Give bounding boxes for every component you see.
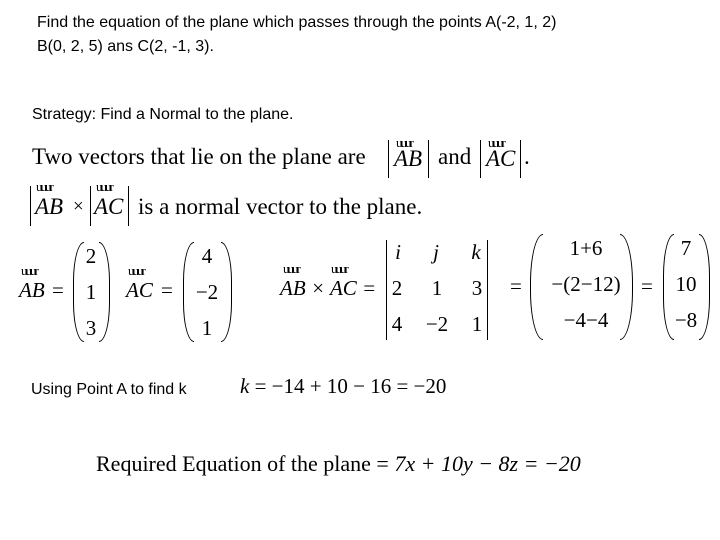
vector-arrow: uuur bbox=[128, 263, 144, 278]
normal-component: −8 bbox=[674, 308, 698, 332]
vector-ab-label: AB bbox=[394, 146, 423, 171]
abs-bar bbox=[388, 140, 389, 178]
ac-component: 1 bbox=[201, 316, 213, 340]
abs-bar bbox=[30, 186, 31, 226]
vector-arrow: uuur bbox=[331, 261, 347, 276]
ab-component: 2 bbox=[85, 244, 97, 268]
vectors-prefix: Two vectors that lie on the plane are bbox=[32, 144, 366, 169]
final-equation bbox=[96, 451, 581, 477]
right-paren bbox=[221, 242, 232, 342]
problem-line-2: B(0, 2, 5) ans C(2, -1, 3). bbox=[37, 38, 214, 55]
ac-equals: = bbox=[161, 278, 173, 302]
ab-vector-label: AB bbox=[19, 278, 45, 302]
det-bar bbox=[386, 240, 387, 340]
final-equation-body: 7x + 10y − 8z = −20 bbox=[394, 451, 581, 476]
vector-arrow: uuur bbox=[96, 179, 112, 194]
abs-bar bbox=[90, 186, 91, 226]
det-bar bbox=[487, 240, 488, 340]
abs-bar bbox=[128, 186, 129, 226]
det-cell: 1 bbox=[431, 276, 443, 300]
expanded-component: −(2−12) bbox=[551, 272, 621, 296]
det-cell: −2 bbox=[425, 312, 449, 336]
det-cell: 1 bbox=[471, 312, 483, 336]
normal-ac-label: AC bbox=[94, 194, 124, 219]
k-equation bbox=[240, 374, 446, 399]
vectors-sentence bbox=[32, 144, 366, 170]
abs-bar bbox=[520, 140, 521, 178]
vector-arrow: uuur bbox=[283, 261, 299, 276]
vector-ac-label: AC bbox=[486, 146, 516, 171]
expanded-component: 1+6 bbox=[569, 236, 603, 260]
normal-component: 10 bbox=[675, 272, 697, 296]
ac-component: −2 bbox=[195, 280, 219, 304]
cross-symbol: × bbox=[73, 196, 84, 217]
k-rest: = −14 + 10 − 16 = −20 bbox=[254, 374, 447, 398]
expanded-component: −4−4 bbox=[563, 308, 609, 332]
equals-2: = bbox=[641, 274, 653, 298]
point-a-text bbox=[31, 381, 187, 399]
vector-arrow: uuur bbox=[396, 135, 412, 150]
det-header-k: k bbox=[471, 240, 481, 264]
point-a-label: Using Point A to find k bbox=[31, 381, 187, 398]
normal-component: 7 bbox=[680, 236, 692, 260]
equals-1: = bbox=[510, 274, 522, 298]
k-symbol: k bbox=[240, 374, 250, 398]
normal-ab-label: AB bbox=[35, 194, 64, 219]
ab-component: 3 bbox=[85, 316, 97, 340]
det-header-i: i bbox=[395, 240, 401, 264]
strategy-text: Strategy: Find a Normal to the plane. bbox=[32, 106, 294, 123]
ac-component: 4 bbox=[201, 244, 213, 268]
det-cell: 3 bbox=[471, 276, 483, 300]
ab-component: 1 bbox=[85, 280, 97, 304]
and-text: and bbox=[438, 144, 472, 169]
ac-vector-label: AC bbox=[126, 278, 153, 302]
cross-label: AB × AC = bbox=[280, 276, 377, 300]
vector-arrow: uuur bbox=[36, 179, 52, 194]
problem-line-1: Find the equation of the plane which passes through the points A(-2, 1, 2) bbox=[37, 14, 557, 31]
det-cell: 2 bbox=[391, 276, 403, 300]
right-paren bbox=[99, 242, 110, 342]
right-paren bbox=[699, 234, 710, 340]
ab-equals: = bbox=[52, 278, 64, 302]
period-text: . bbox=[524, 144, 530, 169]
final-prefix: Required Equation of the plane = bbox=[96, 451, 395, 476]
normal-suffix: is a normal vector to the plane. bbox=[138, 194, 423, 219]
det-cell: 4 bbox=[391, 312, 403, 336]
abs-bar bbox=[480, 140, 481, 178]
vector-arrow: uuur bbox=[488, 135, 504, 150]
abs-bar bbox=[428, 140, 429, 178]
vector-arrow: uuur bbox=[21, 263, 37, 278]
det-header-j: j bbox=[433, 240, 439, 264]
